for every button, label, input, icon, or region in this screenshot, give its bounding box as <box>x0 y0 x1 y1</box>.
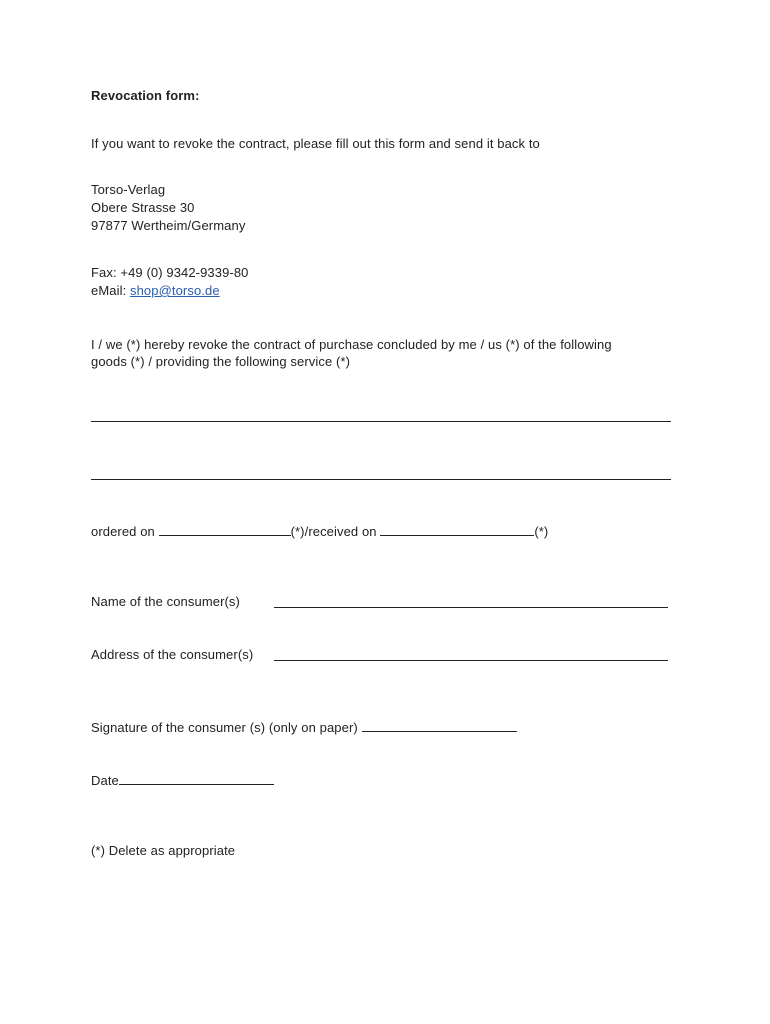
date-field[interactable] <box>119 771 274 785</box>
signature-field[interactable] <box>362 718 517 732</box>
date-row <box>91 771 274 790</box>
footnote: (*) Delete as appropriate <box>91 843 236 858</box>
consumer-address-label: Address of the consumer(s) <box>91 647 254 662</box>
ordered-on-label: ordered on <box>91 524 159 539</box>
signature-row <box>91 718 517 737</box>
ordered-received-row <box>91 522 548 541</box>
signature-label: Signature of the consumer (s) (only on paper) <box>91 720 362 735</box>
consumer-name-field[interactable] <box>274 607 668 608</box>
consumer-name-label: Name of the consumer(s) <box>91 594 240 609</box>
address-city: 97877 Wertheim/Germany <box>91 218 246 233</box>
fax-number: Fax: +49 (0) 9342-9339-80 <box>91 265 249 280</box>
intro-text: If you want to revoke the contract, please fill out this form and send it back to <box>91 136 540 151</box>
consumer-address-field[interactable] <box>274 660 668 661</box>
address-street: Obere Strasse 30 <box>91 200 195 215</box>
received-on-field[interactable] <box>380 522 534 536</box>
email-link[interactable]: shop@torso.de <box>130 283 220 298</box>
address-company: Torso-Verlag <box>91 182 166 197</box>
form-title: Revocation form: <box>91 88 200 103</box>
received-asterisk: (*) <box>534 524 549 539</box>
received-on-label: (*)/received on <box>290 524 381 539</box>
revocation-statement-line-2: goods (*) / providing the following service (*) <box>91 354 351 369</box>
ordered-on-field[interactable] <box>159 522 291 536</box>
revocation-statement-line-1: I / we (*) hereby revoke the contract of purchase concluded by me / us (*) of the following <box>91 337 612 352</box>
email-label: eMail: <box>91 283 130 298</box>
date-label: Date <box>91 773 119 788</box>
goods-entry-line-1[interactable] <box>91 421 671 422</box>
email-line <box>91 282 220 300</box>
goods-entry-line-2[interactable] <box>91 479 671 480</box>
